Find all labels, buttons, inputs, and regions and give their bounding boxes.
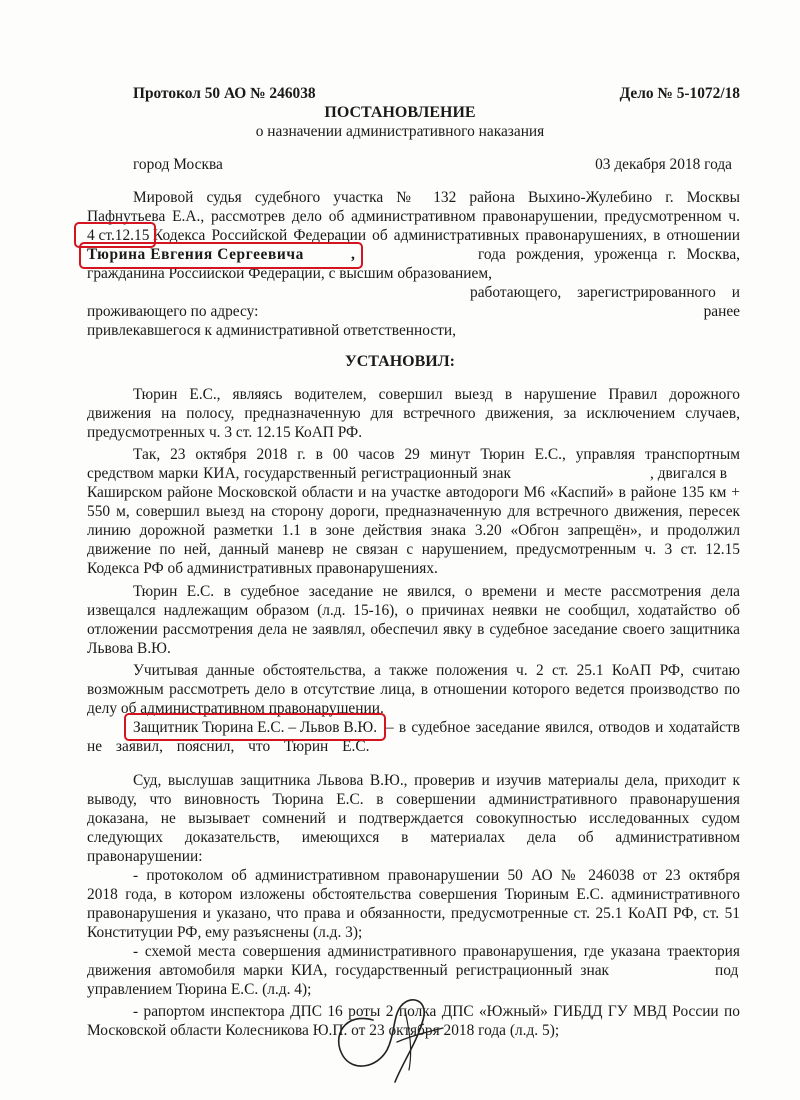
intro-line-1: Мировой судья судебного участка № 132 района Выхино-Жулебино г. Москвы <box>133 189 740 206</box>
article-reference: 4 ст.12.15 <box>87 227 150 244</box>
p6-line-4: следующих доказательств, имеющихся в материалах дела об административном <box>87 829 740 846</box>
date: 03 декабря 2018 года <box>595 156 732 173</box>
p6-line-2: выводу, что виновность Тюрина Е.С. в совершении административного правонарушения <box>87 791 740 808</box>
p6-line-5: правонарушении: <box>87 848 203 865</box>
p7-line-1: - протоколом об административном правонарушении 50 АО № 246038 от 23 октября <box>133 867 740 884</box>
document-subtitle: о назначении административного наказания <box>255 123 545 140</box>
highlight-defender <box>124 713 386 741</box>
intro-line-3: Кодекса Российской Федерации об административных правонарушениях, в отношении <box>153 227 740 244</box>
p2-line-1: Так, 23 октября 2018 г. в 00 часов 29 минут Тюрин Е.С., управляя транспортным <box>133 446 740 463</box>
intro-line-5: гражданина Российской Федерации, с высшим образованием, <box>87 265 492 282</box>
signature-scribble <box>325 990 465 1085</box>
p1-line-3: предусмотренных ч. 3 ст. 12.15 КоАП РФ. <box>87 424 363 441</box>
p2-line-5: линию дорожной разметки 1.1 в зоне действия знака 3.20 «Обгон запрещён», и продолжил <box>87 522 740 539</box>
p3-line-2: извещался надлежащим образом (л.д. 15-16), о причинах неявки не сообщил, ходатайство об <box>87 602 740 619</box>
p3-line-3: отложении рассмотрения дела не заявлял, обеспечил явку в судебное заседание своего защитника <box>87 621 740 638</box>
section-heading: УСТАНОВИЛ: <box>345 353 455 370</box>
p7-line-3: правонарушения и указано, что права и обязанности, предусмотренные ст. 25.1 КоАП РФ, ст. 51 <box>87 905 740 922</box>
intro-line-7-end: ранее <box>703 303 740 320</box>
p8-line-2: движения автомобиля марки КИА, государственный регистрационный знак <box>87 962 609 979</box>
p5-line-1: – в судебное заседание явился, отводов и ходатайств <box>386 719 740 736</box>
defendant-name: Тюрина Евгения Сергеевича <box>87 246 304 263</box>
p7-line-4: Конституции РФ, ему разъяснены (л.д. 3); <box>87 924 363 941</box>
city: город Москва <box>133 156 223 173</box>
p8-line-2-end: под <box>715 962 739 979</box>
p7-line-2: 2018 года, в котором изложены обстоятельства совершения Тюриным Е.С. административного <box>87 886 740 903</box>
defendant-name-comma: , <box>351 246 355 263</box>
intro-line-6: работающего, зарегистрированного и <box>470 284 740 301</box>
document-title: ПОСТАНОВЛЕНИЕ <box>324 104 476 121</box>
intro-line-8: привлекавшегося к административной ответственности, <box>87 322 456 339</box>
case-number: Дело № 5-1072/18 <box>619 85 740 102</box>
highlight-defendant <box>79 242 363 269</box>
p4-line-1: Учитывая данные обстоятельства, а также положения ч. 2 ст. 25.1 КоАП РФ, считаю <box>133 662 740 679</box>
p3-line-4: Львова В.Ю. <box>87 640 171 657</box>
p8-line-1: - схемой места совершения административного правонарушения, где указана траектория <box>133 943 740 960</box>
p1-line-2: движения на полосу, предназначенную для встречного движения, за исключением случаев, <box>87 405 740 422</box>
p4-line-3: делу об административном правонарушении. <box>87 700 384 717</box>
p2-line-2-end: , двигался в <box>650 465 728 482</box>
p1-line-1: Тюрин Е.С., являясь водителем, совершил выезд в нарушение Правил дорожного <box>133 386 740 403</box>
intro-line-4: года рождения, уроженца г. Москва, <box>478 246 740 263</box>
p2-line-6: движение по ней, данный маневр не связан с нарушением, предусмотренным ч. 3 ст. 12.15 <box>87 541 740 558</box>
p6-line-1: Суд, выслушав защитника Львова В.Ю., проверив и изучив материалы дела, приходит к <box>133 772 740 789</box>
p8-line-3: управлением Тюрина Е.С. (л.д. 4); <box>87 981 312 998</box>
p9-line-1: - рапортом инспектора ДПС 16 роты 2 полка ДПС «Южный» ГИБДД ГУ МВД России по <box>133 1003 740 1020</box>
intro-line-7: проживающего по адресу: <box>87 303 259 320</box>
p2-line-2: средством марки КИА, государственный регистрационный знак <box>87 465 511 482</box>
p9-line-2: Московской области Колесникова Ю.П. от 23 октября 2018 года (л.д. 5); <box>87 1022 560 1039</box>
p5-line-2: не заявил, пояснил, что Тюрин Е.С. <box>87 738 370 755</box>
p2-line-7: Кодекса РФ об административных правонарушениях. <box>87 560 438 577</box>
protocol-number: Протокол 50 АО № 246038 <box>133 85 316 102</box>
intro-line-2: Пафнутьева Е.А., рассмотрев дело об административном правонарушении, предусмотренном ч. <box>87 208 740 225</box>
p6-line-3: доказана, не вызывает сомнений и подтверждается совокупностью исследованных судом <box>87 810 740 827</box>
defender-name: Защитник Тюрина Е.С. – Львов В.Ю. <box>133 719 378 736</box>
p4-line-2: возможным рассмотреть дело в отсутствие лица, в отношении которого ведется производство по <box>87 681 740 698</box>
p3-line-1: Тюрин Е.С. в судебное заседание не явился, о времени и месте рассмотрения дела <box>133 583 740 600</box>
p2-line-4: 550 м, совершил выезд на сторону дороги, предназначенную для встречного движения, пересек <box>87 503 740 520</box>
p2-line-3: Каширском районе Московской области и на участке автодороги М6 «Каспий» в районе 135 км + <box>87 484 740 501</box>
